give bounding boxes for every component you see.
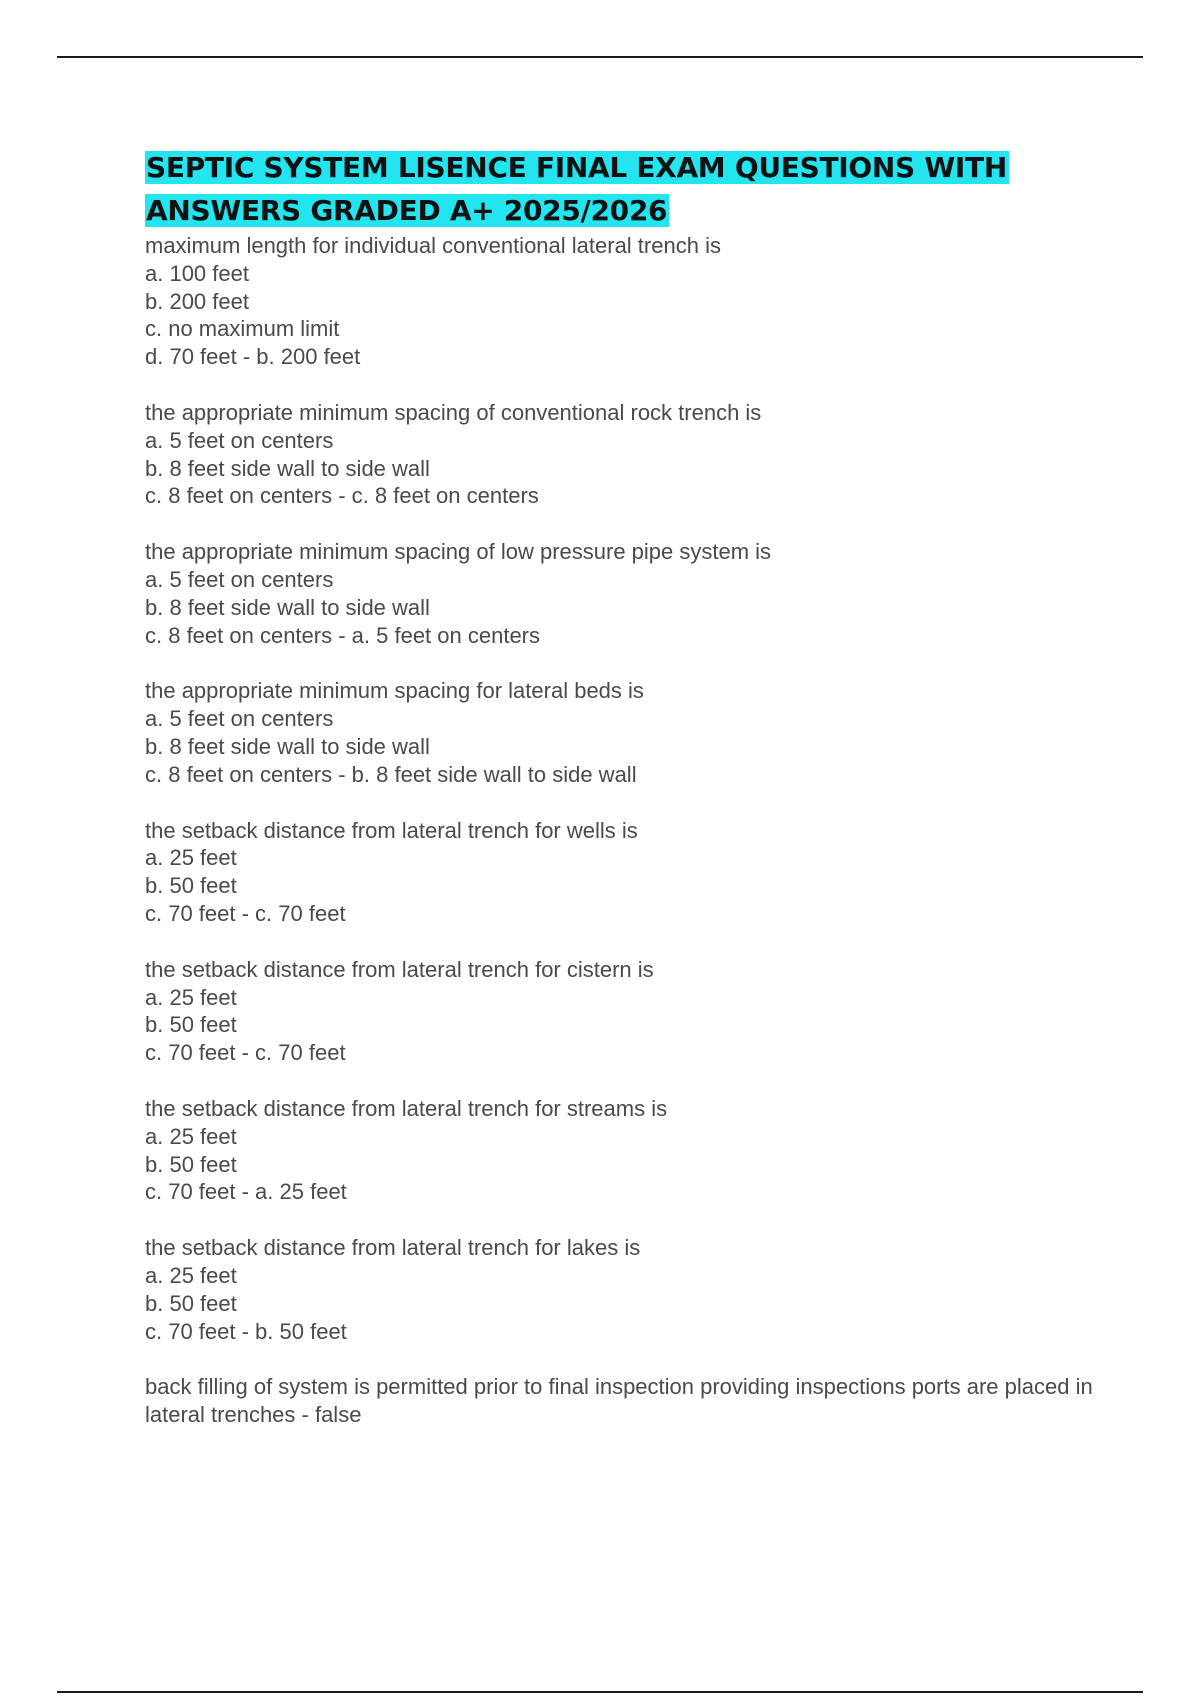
question-block — [145, 399, 1105, 510]
answer-option: a. 100 feet — [145, 260, 249, 286]
answer-option: b. 8 feet side wall to side wall — [145, 733, 430, 759]
answer-option: c. 70 feet - b. 50 feet — [145, 1318, 347, 1344]
answer-option: b. 200 feet — [145, 288, 249, 314]
answer-option: a. 25 feet — [145, 845, 237, 871]
question-text: the setback distance from lateral trench for lakes is — [145, 1235, 641, 1261]
question-block — [145, 538, 1105, 649]
question-text: the appropriate minimum spacing for lateral beds is — [145, 678, 644, 704]
footer-rule — [57, 1691, 1143, 1693]
title-line-1: SEPTIC SYSTEM LISENCE FINAL EXAM QUESTIONS WITH — [146, 151, 1007, 184]
answer-option: b. 50 feet — [145, 1290, 237, 1316]
header-rule — [57, 56, 1143, 58]
answer-option: a. 5 feet on centers — [145, 566, 334, 592]
document-title — [145, 146, 1105, 232]
question-text: the appropriate minimum spacing of low pressure pipe system is — [145, 539, 772, 565]
question-block — [145, 677, 1105, 788]
answer-option: a. 5 feet on centers — [145, 706, 334, 732]
question-text: back filling of system is permitted prior to final inspection providing inspections ports are placed in lateral trenches - false — [145, 1374, 1093, 1428]
answer-option: c. 8 feet on centers - b. 8 feet side wall to side wall — [145, 761, 637, 787]
answer-option: a. 25 feet — [145, 1262, 237, 1288]
answer-option: c. 70 feet - c. 70 feet — [145, 1040, 346, 1066]
question-text: the setback distance from lateral trench for cistern is — [145, 956, 654, 982]
question-block — [145, 232, 1105, 371]
question-text: maximum length for individual conventional lateral trench is — [145, 233, 721, 258]
answer-option: a. 5 feet on centers — [145, 427, 334, 453]
answer-option: c. 70 feet - c. 70 feet — [145, 900, 346, 926]
answer-option: a. 25 feet — [145, 984, 237, 1010]
question-block — [145, 817, 1105, 928]
answer-option: d. 70 feet - b. 200 feet — [145, 344, 361, 370]
answer-option: b. 50 feet — [145, 873, 237, 899]
answer-option: c. 70 feet - a. 25 feet — [145, 1179, 347, 1205]
question-text: the setback distance from lateral trench for wells is — [145, 817, 638, 843]
answer-option: a. 25 feet — [145, 1123, 237, 1149]
answer-option: b. 50 feet — [145, 1151, 237, 1177]
question-text: the appropriate minimum spacing of conventional rock trench is — [145, 399, 762, 425]
answer-option: b. 8 feet side wall to side wall — [145, 455, 430, 481]
question-block — [145, 1095, 1105, 1206]
answer-option: c. 8 feet on centers - a. 5 feet on centers — [145, 622, 541, 648]
question-block — [145, 956, 1105, 1067]
question-block — [145, 1373, 1105, 1429]
answer-option: c. no maximum limit — [145, 316, 340, 342]
question-text: the setback distance from lateral trench for streams is — [145, 1095, 668, 1121]
title-line-2: ANSWERS GRADED A+ 2025/2026 — [146, 194, 668, 227]
document-body — [145, 146, 1105, 1457]
answer-option: b. 50 feet — [145, 1012, 237, 1038]
answer-option: c. 8 feet on centers - c. 8 feet on centers — [145, 483, 539, 509]
answer-option: b. 8 feet side wall to side wall — [145, 594, 430, 620]
question-block — [145, 1234, 1105, 1345]
